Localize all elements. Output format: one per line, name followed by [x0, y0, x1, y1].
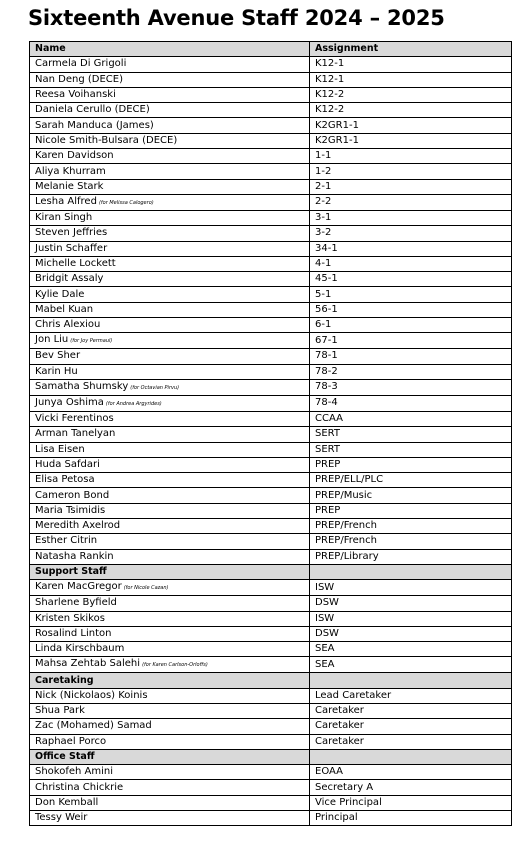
staff-name-cell	[30, 256, 310, 271]
assignment-cell: SEA	[310, 642, 512, 657]
staff-name-cell	[30, 780, 310, 795]
staff-name: Esther Citrin	[35, 535, 98, 547]
assignment-cell: 34-1	[310, 241, 512, 256]
staff-name: Cameron Bond	[35, 489, 110, 501]
table-row	[30, 103, 512, 118]
staff-name-cell	[30, 287, 310, 302]
staff-name-cell	[30, 534, 310, 549]
assignment-cell: K12-1	[310, 57, 512, 72]
staff-name: Nan Deng (DECE)	[35, 73, 123, 85]
staff-name: Lisa Eisen	[35, 443, 85, 455]
staff-name-cell	[30, 149, 310, 164]
assignment-cell: Lead Caretaker	[310, 688, 512, 703]
staff-name-cell	[30, 133, 310, 148]
column-header-name: Name	[30, 42, 310, 57]
staff-name: Michelle Lockett	[35, 258, 116, 269]
assignment-cell: DSW	[310, 626, 512, 641]
assignment-cell: 78-4	[310, 395, 512, 411]
assignment-cell: K12-2	[310, 103, 512, 118]
assignment-cell: 67-1	[310, 333, 512, 349]
staff-table	[29, 41, 512, 826]
staff-name-cell	[30, 427, 310, 442]
assignment-cell: 78-3	[310, 379, 512, 395]
staff-name-cell	[30, 72, 310, 87]
staff-name: Raphael Porco	[35, 735, 107, 747]
staff-name: Melanie Stark	[35, 180, 104, 192]
table-row	[30, 503, 512, 518]
table-row	[30, 287, 512, 302]
table-row	[30, 642, 512, 657]
table-row	[30, 427, 512, 442]
staff-name-cell	[30, 241, 310, 256]
table-row	[30, 57, 512, 72]
staff-name: Linda Kirschbaum	[35, 643, 125, 655]
assignment-cell: 2-1	[310, 179, 512, 194]
table-row	[30, 703, 512, 718]
assignment-cell: K12-2	[310, 87, 512, 102]
assignment-cell: PREP	[310, 457, 512, 472]
section-title-text: Caretaking	[35, 674, 94, 686]
staff-name-cell	[30, 318, 310, 333]
table-row	[30, 795, 512, 810]
coverage-note: (for Andrea Argyrides)	[105, 400, 162, 407]
assignment-cell: Caretaker	[310, 734, 512, 749]
section-title-text: Support Staff	[35, 566, 107, 578]
section-title	[30, 749, 310, 764]
assignment-cell: 56-1	[310, 302, 512, 317]
table-row	[30, 364, 512, 379]
table-row	[30, 596, 512, 611]
coverage-note: (for Karen Carlson-Orloffs)	[142, 662, 208, 669]
table-row	[30, 164, 512, 179]
section-header-row	[30, 564, 512, 579]
staff-name-cell	[30, 503, 310, 518]
assignment-cell: 45-1	[310, 272, 512, 287]
table-row	[30, 149, 512, 164]
staff-name-cell	[30, 87, 310, 102]
table-row	[30, 688, 512, 703]
table-row	[30, 272, 512, 287]
coverage-note: (for Melissa Calogero)	[98, 199, 154, 206]
staff-name-cell	[30, 811, 310, 826]
staff-name: Bev Sher	[35, 350, 81, 362]
staff-name: Kiran Singh	[35, 212, 93, 224]
table-row	[30, 719, 512, 734]
table-row	[30, 395, 512, 411]
staff-name-cell	[30, 302, 310, 317]
staff-table-body	[30, 57, 512, 826]
staff-name: Sarah Manduca (James)	[35, 119, 154, 131]
table-row	[30, 241, 512, 256]
assignment-cell: Principal	[310, 811, 512, 826]
table-row	[30, 549, 512, 564]
staff-name-cell	[30, 596, 310, 611]
assignment-cell: 1-2	[310, 164, 512, 179]
staff-name: Jon Liu	[35, 334, 69, 346]
staff-name: Kristen Skikos	[35, 612, 105, 624]
assignment-cell: 4-1	[310, 256, 512, 271]
staff-name-cell	[30, 795, 310, 810]
table-row	[30, 780, 512, 795]
table-row	[30, 194, 512, 210]
staff-name: Lesha Alfred	[35, 195, 97, 207]
table-row	[30, 457, 512, 472]
staff-name-cell	[30, 688, 310, 703]
assignment-cell: 2-2	[310, 194, 512, 210]
table-row	[30, 534, 512, 549]
section-header-row	[30, 749, 512, 764]
staff-name: Meredith Axelrod	[35, 520, 121, 532]
staff-name: Christina Chickrie	[35, 781, 124, 793]
table-row	[30, 734, 512, 749]
section-assignment-cell	[310, 564, 512, 579]
table-row	[30, 411, 512, 426]
staff-name: Tessy Weir	[35, 812, 88, 824]
assignment-cell: SEA	[310, 657, 512, 673]
table-header-row	[30, 42, 512, 57]
table-row	[30, 349, 512, 364]
assignment-cell: 3-2	[310, 226, 512, 241]
assignment-cell: Caretaker	[310, 703, 512, 718]
assignment-cell: PREP/Library	[310, 549, 512, 564]
assignment-cell: DSW	[310, 596, 512, 611]
assignment-cell: Vice Principal	[310, 795, 512, 810]
staff-name-cell	[30, 765, 310, 780]
table-row	[30, 626, 512, 641]
table-row	[30, 318, 512, 333]
section-title-text: Office Staff	[35, 751, 95, 763]
staff-name-cell	[30, 118, 310, 133]
staff-name: Don Kemball	[35, 796, 99, 808]
assignment-cell: ISW	[310, 580, 512, 596]
assignment-cell: 6-1	[310, 318, 512, 333]
staff-name: Carmela Di Grigoli	[35, 58, 127, 70]
assignment-cell: 78-1	[310, 349, 512, 364]
table-row	[30, 657, 512, 673]
table-row	[30, 302, 512, 317]
table-row	[30, 226, 512, 241]
assignment-cell: 3-1	[310, 210, 512, 225]
staff-name: Shokofeh Amini	[35, 766, 114, 778]
assignment-cell: PREP/French	[310, 519, 512, 534]
staff-name-cell	[30, 272, 310, 287]
assignment-cell: 1-1	[310, 149, 512, 164]
assignment-cell: EOAA	[310, 765, 512, 780]
table-row	[30, 488, 512, 503]
table-row	[30, 611, 512, 626]
assignment-cell: K12-1	[310, 72, 512, 87]
coverage-note: (for Octavian Pirvu)	[130, 384, 180, 391]
assignment-cell: 5-1	[310, 287, 512, 302]
section-title	[30, 564, 310, 579]
staff-name-cell	[30, 611, 310, 626]
section-assignment-cell	[310, 673, 512, 688]
assignment-cell: SERT	[310, 442, 512, 457]
section-header-row	[30, 673, 512, 688]
staff-name-cell	[30, 473, 310, 488]
page-title: Sixteenth Avenue Staff 2024 – 2025	[28, 6, 445, 30]
section-assignment-cell	[310, 749, 512, 764]
table-row	[30, 118, 512, 133]
assignment-cell: 78-2	[310, 364, 512, 379]
staff-name: Huda Safdari	[35, 458, 100, 470]
staff-name: Maria Tsimidis	[35, 504, 106, 516]
assignment-cell: PREP/ELL/PLC	[310, 473, 512, 488]
assignment-cell: K2GR1-1	[310, 118, 512, 133]
staff-name: Rosalind Linton	[35, 627, 112, 639]
staff-name: Justin Schaffer	[35, 242, 108, 254]
staff-name: Reesa Voihanski	[35, 89, 116, 101]
table-row	[30, 519, 512, 534]
assignment-cell: SERT	[310, 427, 512, 442]
staff-name-cell	[30, 580, 310, 596]
assignment-cell: K2GR1-1	[310, 133, 512, 148]
staff-name-cell	[30, 719, 310, 734]
staff-name-cell	[30, 626, 310, 641]
section-title	[30, 673, 310, 688]
staff-name-cell	[30, 364, 310, 379]
staff-name-cell	[30, 411, 310, 426]
staff-name-cell	[30, 333, 310, 349]
staff-name: Mabel Kuan	[35, 303, 94, 315]
table-row	[30, 580, 512, 596]
staff-name: Aliya Khurram	[35, 165, 106, 177]
staff-name-cell	[30, 442, 310, 457]
table-row	[30, 256, 512, 271]
staff-name-cell	[30, 457, 310, 472]
coverage-note: (for Joy Permaul)	[70, 338, 113, 345]
staff-name: Vicki Ferentinos	[35, 413, 114, 425]
table-row	[30, 179, 512, 194]
staff-name-cell	[30, 549, 310, 564]
coverage-note: (for Nicole Cazan)	[123, 585, 169, 592]
staff-name-cell	[30, 703, 310, 718]
staff-name: Arman Tanelyan	[35, 428, 116, 440]
staff-name: Nick (Nickolaos) Koinis	[35, 689, 148, 701]
assignment-cell: ISW	[310, 611, 512, 626]
assignment-cell: PREP/French	[310, 534, 512, 549]
staff-name: Karen MacGregor	[35, 581, 122, 593]
table-row	[30, 87, 512, 102]
table-row	[30, 72, 512, 87]
staff-name-cell	[30, 349, 310, 364]
table-row	[30, 811, 512, 826]
table-row	[30, 133, 512, 148]
staff-name: Chris Alexiou	[35, 319, 101, 331]
staff-name-cell	[30, 488, 310, 503]
table-row	[30, 473, 512, 488]
table-row	[30, 210, 512, 225]
table-row	[30, 379, 512, 395]
assignment-cell: Caretaker	[310, 719, 512, 734]
staff-name-cell	[30, 734, 310, 749]
table-row	[30, 442, 512, 457]
staff-name: Mahsa Zehtab Salehi	[35, 658, 141, 670]
staff-name: Samatha Shumsky	[35, 380, 129, 392]
staff-name: Karin Hu	[35, 365, 78, 377]
staff-name-cell	[30, 103, 310, 118]
column-header-assignment: Assignment	[310, 42, 512, 57]
staff-name: Karen Davidson	[35, 150, 114, 162]
staff-name: Steven Jeffries	[35, 227, 108, 239]
staff-name: Elisa Petosa	[35, 474, 95, 486]
staff-name-cell	[30, 519, 310, 534]
staff-name-cell	[30, 57, 310, 72]
staff-name: Kylie Dale	[35, 288, 85, 300]
staff-name-cell	[30, 642, 310, 657]
staff-name: Sharlene Byfield	[35, 597, 117, 609]
table-row	[30, 765, 512, 780]
assignment-cell: Secretary A	[310, 780, 512, 795]
assignment-cell: PREP	[310, 503, 512, 518]
staff-name-cell	[30, 194, 310, 210]
staff-name-cell	[30, 395, 310, 411]
staff-name: Zac (Mohamed) Samad	[35, 720, 152, 732]
staff-name-cell	[30, 179, 310, 194]
assignment-cell: CCAA	[310, 411, 512, 426]
staff-name-cell	[30, 210, 310, 225]
staff-name-cell	[30, 226, 310, 241]
staff-name: Bridgit Assaly	[35, 273, 104, 285]
staff-name-cell	[30, 657, 310, 673]
staff-name-cell	[30, 164, 310, 179]
staff-name: Nicole Smith-Bulsara (DECE)	[35, 134, 178, 146]
staff-name: Junya Oshima	[35, 396, 104, 408]
table-row	[30, 333, 512, 349]
staff-name: Shua Park	[35, 705, 85, 717]
staff-name: Natasha Rankin	[35, 550, 114, 562]
assignment-cell: PREP/Music	[310, 488, 512, 503]
staff-name-cell	[30, 379, 310, 395]
staff-name: Daniela Cerullo (DECE)	[35, 104, 150, 116]
